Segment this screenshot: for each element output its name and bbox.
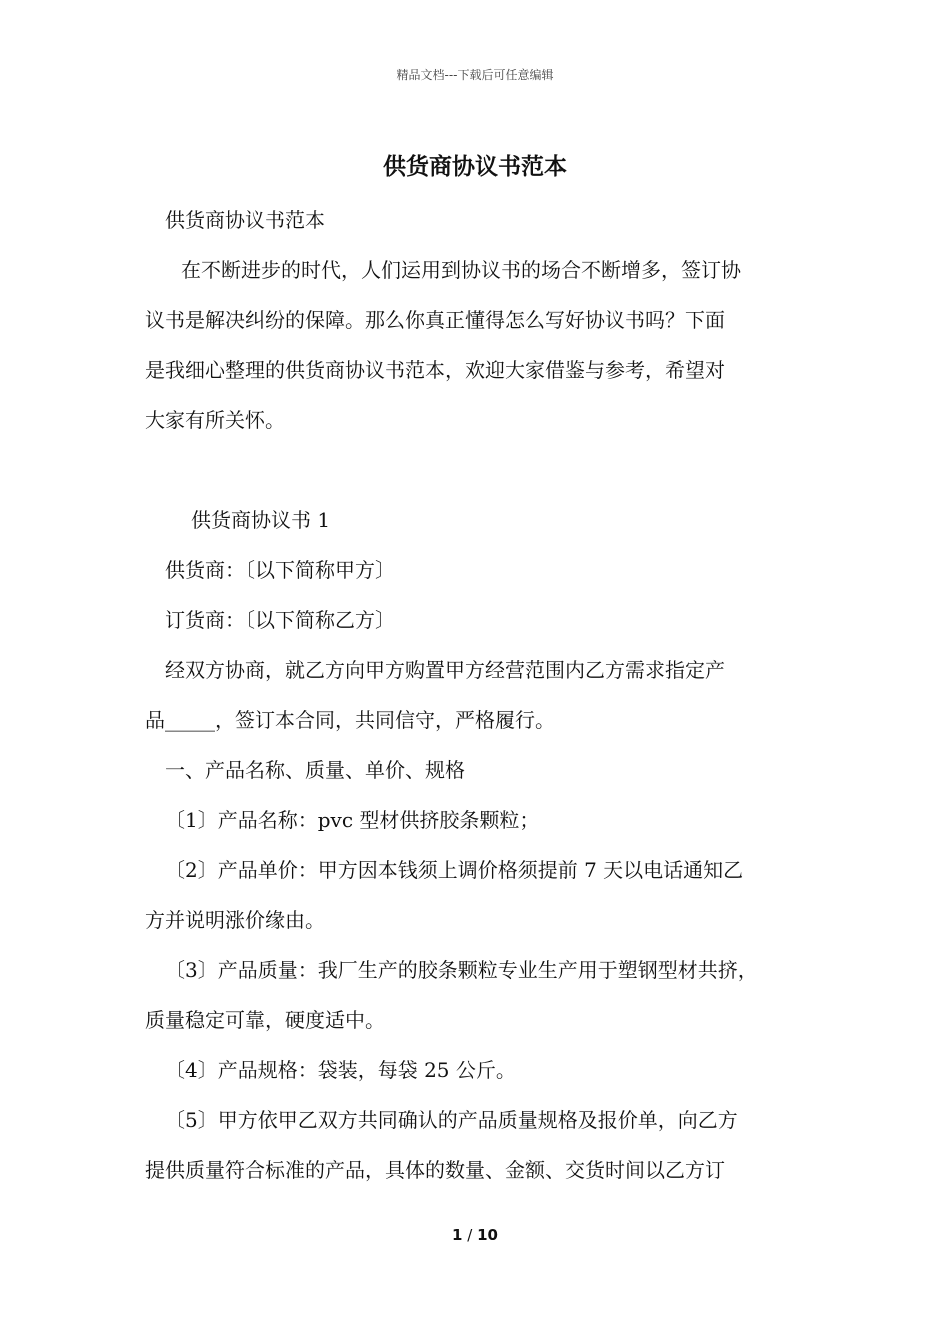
item-5-line-1: 〔5〕甲方依甲乙双方共同确认的产品质量规格及报价单，向乙方 <box>165 1108 738 1132</box>
item-1: 〔1〕产品名称：pvc 型材供挤胶条颗粒； <box>165 808 540 832</box>
page-separator: / <box>462 1226 478 1244</box>
intro-line-4: 大家有所关怀。 <box>145 408 285 432</box>
agreement-title: 供货商协议书 1 <box>191 508 331 532</box>
item-4: 〔4〕产品规格：袋装，每袋 25 公斤。 <box>165 1058 516 1082</box>
page-header: 精品文档---下载后可任意编辑 <box>396 68 554 82</box>
intro-line-1: 在不断进步的时代，人们运用到协议书的场合不断增多，签订协 <box>181 258 741 282</box>
item-2-line-2: 方并说明涨价缘由。 <box>145 908 325 932</box>
preamble-line-1: 经双方协商，就乙方向甲方购置甲方经营范围内乙方需求指定产 <box>165 658 725 682</box>
document-body <box>145 195 811 1195</box>
document-title: 供货商协议书范本 <box>383 153 567 180</box>
buyer-line: 订货商：〔以下简称乙方〕 <box>165 608 395 632</box>
subtitle: 供货商协议书范本 <box>165 208 325 232</box>
item-5-line-2: 提供质量符合标准的产品，具体的数量、金额、交货时间以乙方订 <box>145 1158 725 1182</box>
total-pages: 10 <box>477 1226 498 1244</box>
item-3-line-2: 质量稳定可靠，硬度适中。 <box>145 1008 385 1032</box>
page-number <box>0 1226 950 1244</box>
section1-heading: 一、产品名称、质量、单价、规格 <box>165 758 465 782</box>
intro-line-3: 是我细心整理的供货商协议书范本，欢迎大家借鉴与参考，希望对 <box>145 358 725 382</box>
item-3-line-1: 〔3〕产品质量：我厂生产的胶条颗粒专业生产用于塑钢型材共挤， <box>165 958 758 982</box>
intro-line-2: 议书是解决纠纷的保障。那么你真正懂得怎么写好协议书吗？下面 <box>145 308 725 332</box>
preamble-line-2: 品_____，签订本合同，共同信守，严格履行。 <box>145 708 555 732</box>
blank-line <box>145 445 811 495</box>
supplier-line: 供货商：〔以下简称甲方〕 <box>165 558 395 582</box>
item-2-line-1: 〔2〕产品单价：甲方因本钱须上调价格须提前 7 天以电话通知乙 <box>165 858 744 882</box>
current-page: 1 <box>452 1226 463 1244</box>
